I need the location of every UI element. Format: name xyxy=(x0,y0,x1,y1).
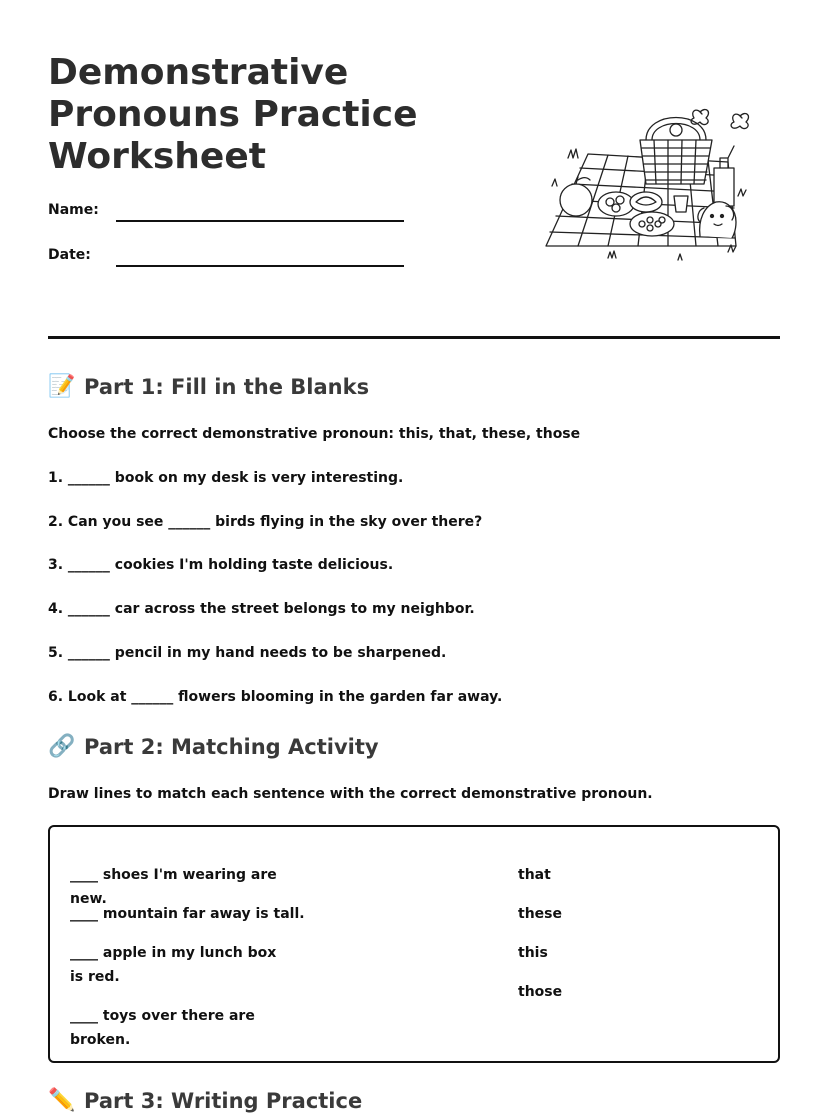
match-sentence-4: ____ toys over there are broken. xyxy=(70,1008,255,1048)
question-1: 1. ______ book on my desk is very interesting. xyxy=(48,470,404,486)
page-title: Demonstrative Pronouns Practice Worksheet xyxy=(48,52,418,177)
match-pronoun-3: this xyxy=(518,945,548,961)
part1-title: Part 1: Fill in the Blanks xyxy=(84,374,370,399)
part2-title: Part 2: Matching Activity xyxy=(84,734,379,759)
pencil-icon: ✏️ xyxy=(48,1088,76,1113)
question-6: 6. Look at ______ flowers blooming in the garden far away. xyxy=(48,689,503,705)
part3-heading xyxy=(48,1088,362,1113)
date-line[interactable] xyxy=(116,265,404,267)
link-icon: 🔗 xyxy=(48,734,76,759)
part3-title: Part 3: Writing Practice xyxy=(84,1088,363,1113)
question-3: 3. ______ cookies I'm holding taste delicious. xyxy=(48,557,394,573)
match-sentence-1: ____ shoes I'm wearing are new. xyxy=(70,867,277,907)
picnic-illustration xyxy=(528,96,760,266)
part2-heading xyxy=(48,734,379,759)
match-sentence-3: ____ apple in my lunch box is red. xyxy=(70,945,277,985)
date-label: Date: xyxy=(48,247,91,263)
match-pronoun-1: that xyxy=(518,867,551,883)
matching-box xyxy=(48,825,780,1063)
match-sentence-2: ____ mountain far away is tall. xyxy=(70,906,305,922)
name-line[interactable] xyxy=(116,220,404,222)
name-label: Name: xyxy=(48,202,99,218)
question-5: 5. ______ pencil in my hand needs to be sharpened. xyxy=(48,645,447,661)
memo-pencil-icon: 📝 xyxy=(48,374,76,399)
part2-instructions: Draw lines to match each sentence with the correct demonstrative pronoun. xyxy=(48,786,653,802)
question-2: 2. Can you see ______ birds flying in the sky over there? xyxy=(48,514,483,530)
match-pronoun-4: those xyxy=(518,984,563,1000)
divider xyxy=(48,336,780,339)
match-pronoun-2: these xyxy=(518,906,562,922)
part1-heading xyxy=(48,374,369,399)
part1-instructions: Choose the correct demonstrative pronoun: this, that, these, those xyxy=(48,426,581,442)
question-4: 4. ______ car across the street belongs to my neighbor. xyxy=(48,601,475,617)
